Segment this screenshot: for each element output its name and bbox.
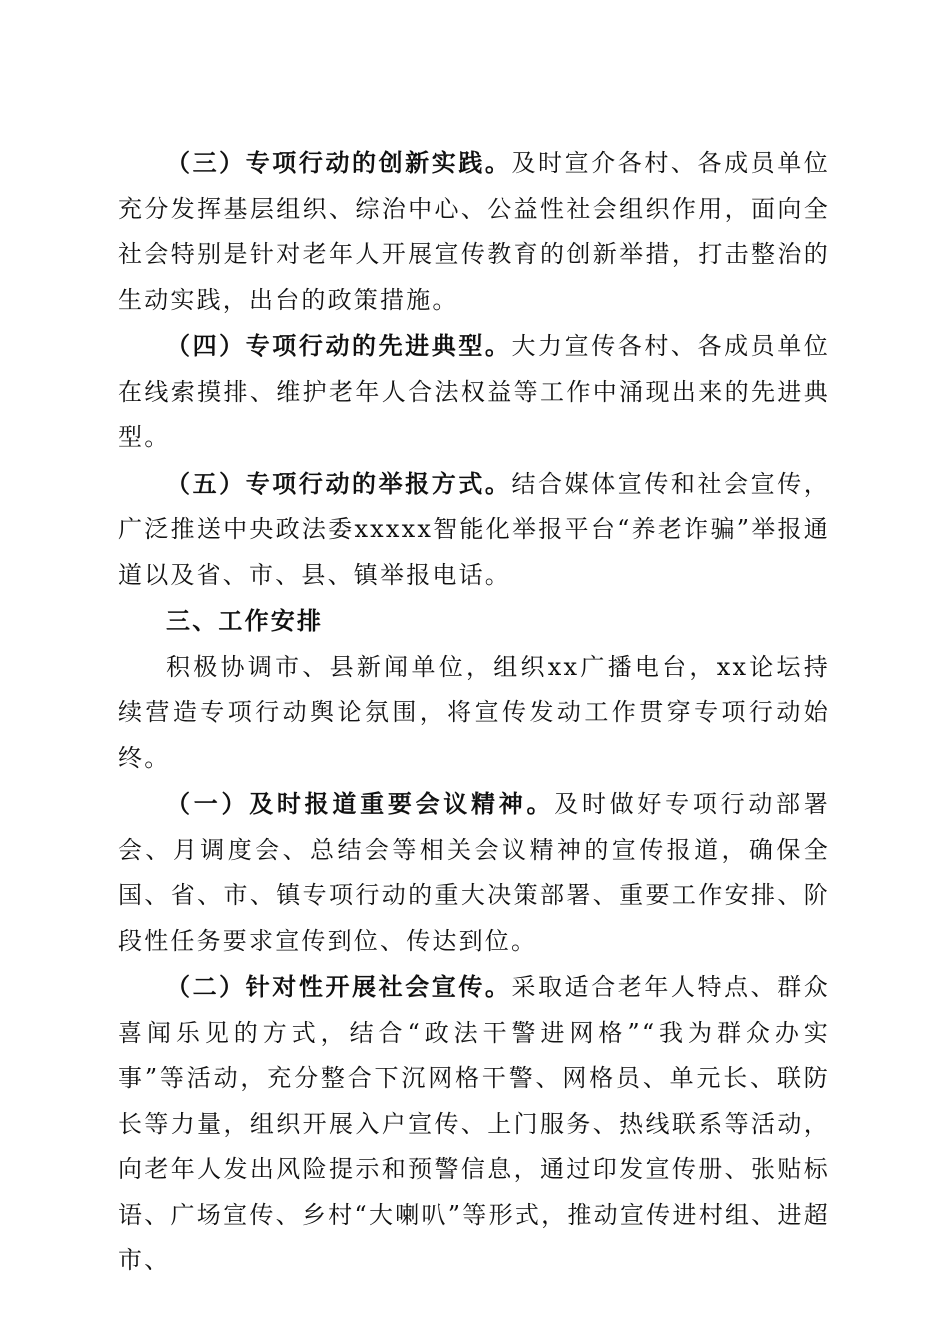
paragraph-lead: （五）专项行动的举报方式。 <box>166 468 512 498</box>
paragraph-text: 及时做好专项行动部署会、月调度会、总结会等相关会议精神的宣传报道，确保全国、省、市、镇专项行动的重大决策部署、重要工作安排、阶段性任务要求宣传到位、传达到位。 <box>118 790 830 955</box>
paragraph-text: 结合媒体宣传和社会宣传，广泛推送中央政法委xxxxx智能化举报平台“养老诈骗”举报通道以及省、市、县、镇举报电话。 <box>118 469 830 589</box>
paragraph-innovation-practice <box>118 140 830 323</box>
paragraph-advanced-models <box>118 323 830 461</box>
paragraph-lead: （三）专项行动的创新实践。 <box>166 148 512 177</box>
paragraph-text: 积极协调市、县新闻单位，组织xx广播电台，xx论坛持续营造专项行动舆论氛围，将宣传发动工作贯穿专项行动始终。 <box>118 652 830 772</box>
paragraph-text: 采取适合老年人特点、群众喜闻乐见的方式，结合“政法干警进网格”“我为群众办实事”等活动，充分整合下沉网格干警、网格员、单元长、联防长等力量，组织开展入户宣传、上门服务、热线联系等活动，向老年人发出风险提示和预警信息，通过印发宣传册、张贴标语、广场宣传、乡村“大喇叭”等形式，推动宣传进村组、进超市、 <box>118 973 830 1274</box>
paragraph-reporting-channels <box>118 461 830 599</box>
paragraph-text: 及时宣介各村、各成员单位充分发挥基层组织、综治中心、公益性社会组织作用，面向全社会特别是针对老年人开展宣传教育的创新举措，打击整治的生动实践，出台的政策措施。 <box>118 149 830 314</box>
paragraph-lead: （二）针对性开展社会宣传。 <box>166 972 512 1001</box>
document-body <box>118 140 830 1284</box>
paragraph-meeting-reports <box>118 781 830 964</box>
paragraph-lead: （四）专项行动的先进典型。 <box>166 331 512 360</box>
paragraph-text: 大力宣传各村、各成员单位在线索摸排、维护老年人合法权益等工作中涌现出来的先进典型。 <box>118 332 830 451</box>
paragraph-coordination <box>118 644 830 782</box>
paragraph-lead: （一）及时报道重要会议精神。 <box>166 789 555 818</box>
section-heading-work-arrangement: 三、工作安排 <box>166 606 324 635</box>
paragraph-social-publicity <box>118 964 830 1284</box>
